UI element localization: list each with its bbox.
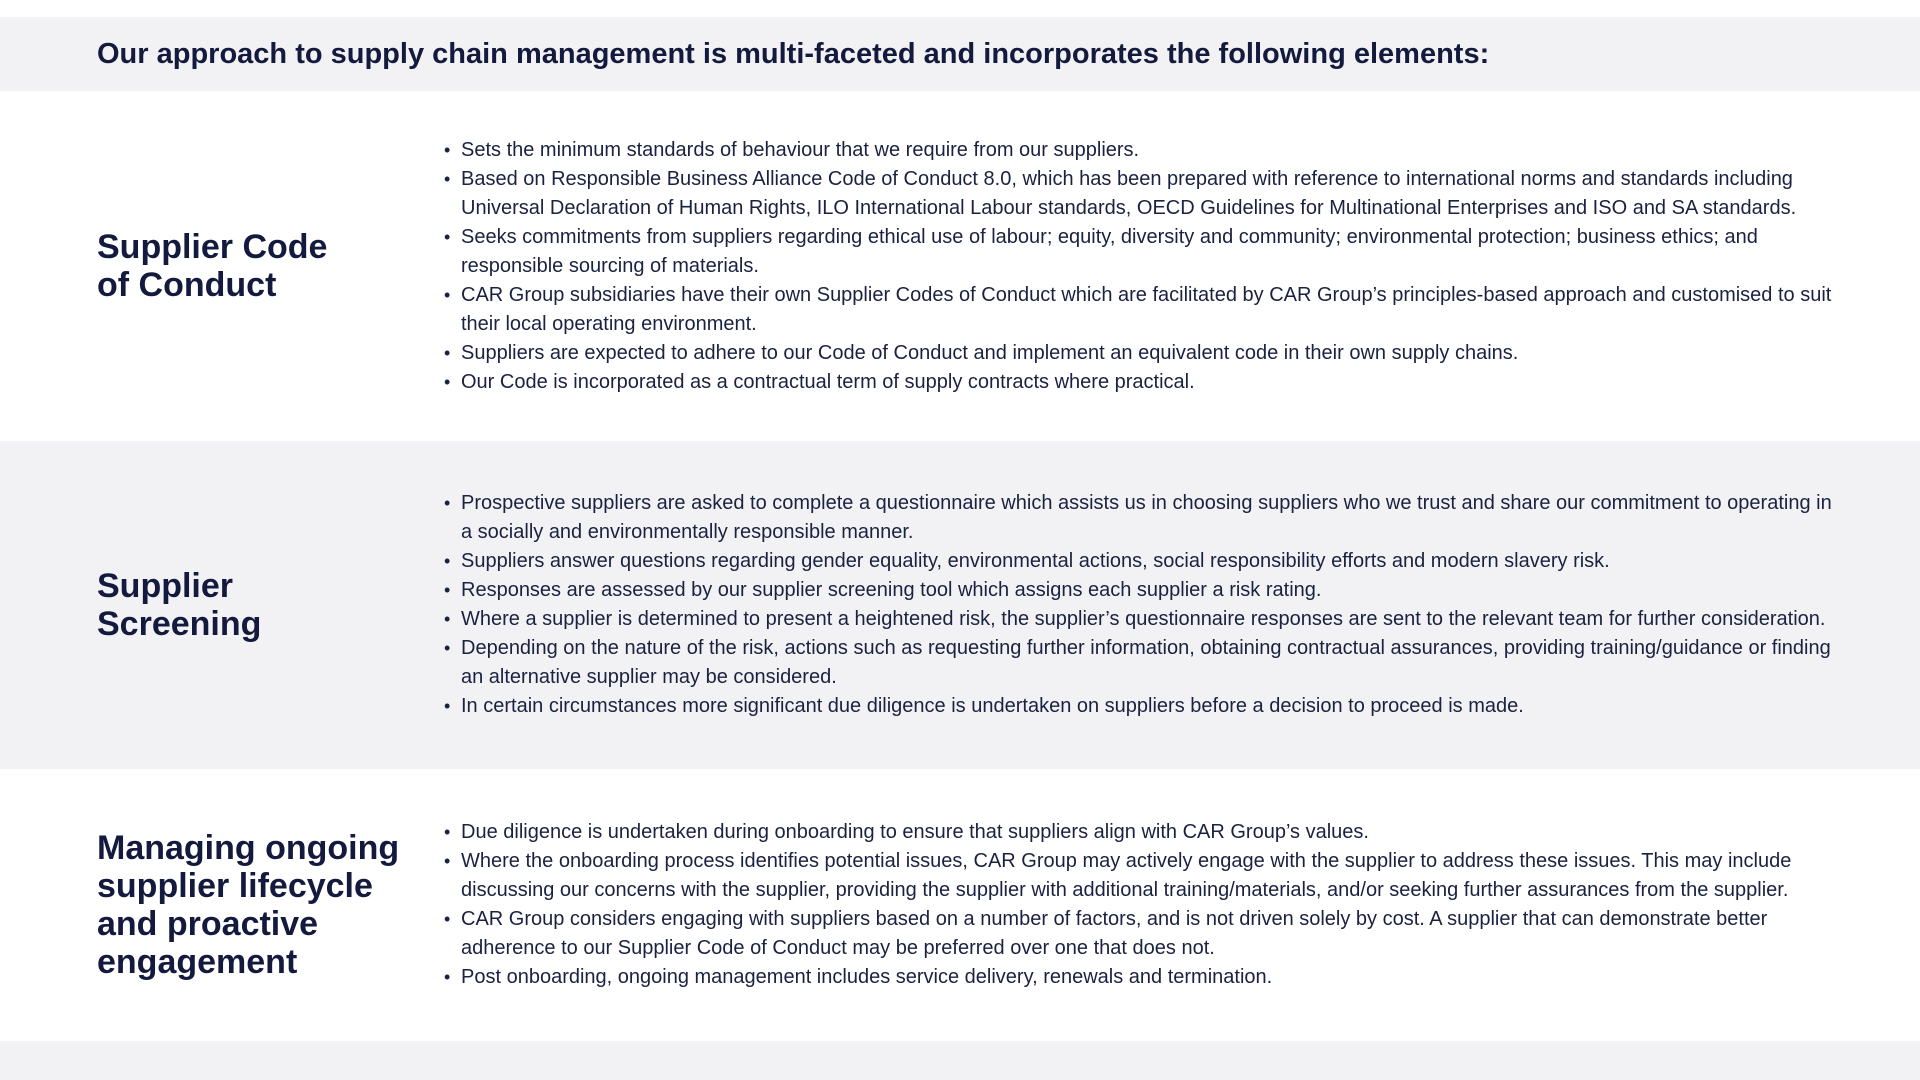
section-title-line: Screening: [97, 605, 262, 643]
bullet-item: • CAR Group considers engaging with suppliers based on a number of factors, and is not driven solely by cost. A supplier that can demonstrate better adherence to our Supplier Code of Conduct may be preferred over one that does not.: [443, 905, 1843, 963]
section-title-line: supplier lifecycle: [97, 867, 373, 905]
bullet-item: • Seeks commitments from suppliers regarding ethical use of labour; equity, diversity and community; environmental protection; business ethics; and responsible sourcing of materials.: [443, 223, 1843, 281]
bullet-list-container: [443, 91, 1843, 441]
bullet-item: • Our Code is incorporated as a contractual term of supply contracts where practical.: [443, 368, 1843, 397]
section-title: [97, 441, 417, 769]
bullet-item: • Where the onboarding process identifies potential issues, CAR Group may actively engage with the supplier to address these issues. This may include discussing our concerns with the supplier, providing the supplier with additional training/materials, and/or seeking further assurances from the supplier.: [443, 847, 1843, 905]
bullet-item: • Depending on the nature of the risk, actions such as requesting further information, obtaining contractual assurances, providing training/guidance or finding an alternative supplier may be considered.: [443, 634, 1843, 692]
section-title: [97, 91, 417, 441]
section-supplier-code-of-conduct: [0, 91, 1920, 441]
section-title-line: and proactive: [97, 905, 319, 943]
section-title-line: Supplier: [97, 567, 234, 605]
section-supplier-lifecycle: [0, 769, 1920, 1041]
bullet-item: • Due diligence is undertaken during onboarding to ensure that suppliers align with CAR Group’s values.: [443, 818, 1843, 847]
bullet-item: • Suppliers are expected to adhere to our Code of Conduct and implement an equivalent code in their own supply chains.: [443, 339, 1843, 368]
bullet-item: • Responses are assessed by our supplier screening tool which assigns each supplier a risk rating.: [443, 576, 1843, 605]
section-title-line: engagement: [97, 943, 298, 981]
bullet-item: • Post onboarding, ongoing management includes service delivery, renewals and termination.: [443, 963, 1843, 992]
bullet-item: • In certain circumstances more significant due diligence is undertaken on suppliers before a decision to proceed is made.: [443, 692, 1843, 721]
bullet-list-container: [443, 769, 1843, 1041]
section-title-line: of Conduct: [97, 266, 277, 304]
section-title-line: Supplier Code: [97, 228, 328, 266]
bullet-list: [443, 489, 1843, 721]
bullet-item: • Based on Responsible Business Alliance Code of Conduct 8.0, which has been prepared with reference to international norms and standards including Universal Declaration of Human Rights, ILO International Labour standards, OECD Guidelines for Multinational Enterprises and ISO and SA standards.: [443, 165, 1843, 223]
page-heading: Our approach to supply chain management is multi-faceted and incorporates the following elements:: [97, 38, 1490, 70]
bullet-item: • Sets the minimum standards of behaviour that we require from our suppliers.: [443, 136, 1843, 165]
footer-band: [0, 1041, 1920, 1080]
section-title-line: Managing ongoing: [97, 829, 400, 867]
bullet-list-container: [443, 441, 1843, 769]
section-title: [97, 769, 417, 1041]
bullet-list: [443, 818, 1843, 992]
header-band: [0, 17, 1920, 91]
bullet-item: • Where a supplier is determined to present a heightened risk, the supplier’s questionnaire responses are sent to the relevant team for further consideration.: [443, 605, 1843, 634]
bullet-item: • Suppliers answer questions regarding gender equality, environmental actions, social responsibility efforts and modern slavery risk.: [443, 547, 1843, 576]
bullet-list: [443, 136, 1843, 397]
section-supplier-screening: [0, 441, 1920, 769]
bullet-item: • Prospective suppliers are asked to complete a questionnaire which assists us in choosing suppliers who we trust and share our commitment to operating in a socially and environmentally responsible manner.: [443, 489, 1843, 547]
bullet-item: • CAR Group subsidiaries have their own Supplier Codes of Conduct which are facilitated by CAR Group’s principles-based approach and customised to suit their local operating environment.: [443, 281, 1843, 339]
